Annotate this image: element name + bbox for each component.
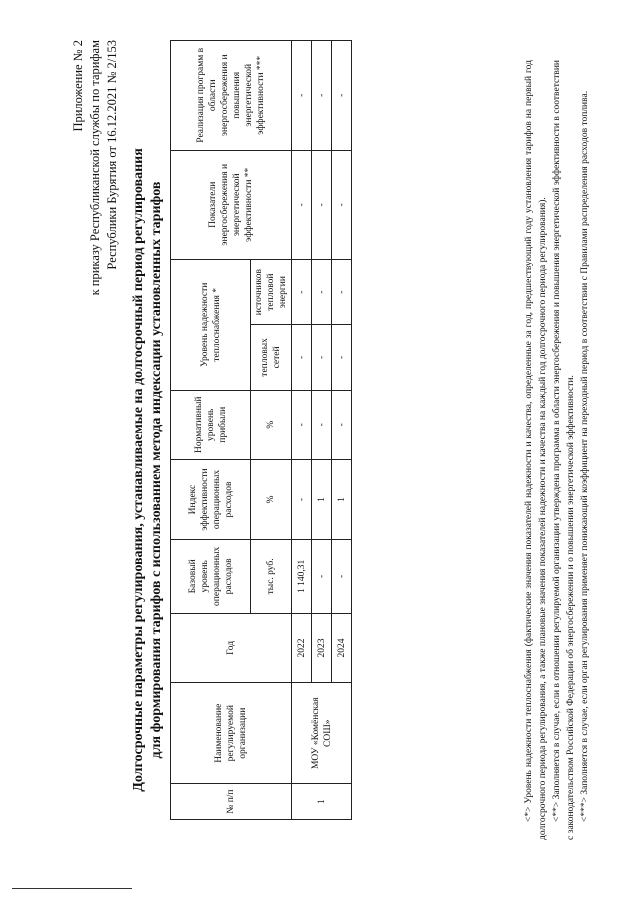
row-year: 2023 <box>312 613 332 682</box>
footnotes <box>522 60 592 840</box>
header-rel-src: источников тепловой энергии <box>251 260 292 325</box>
unit-index: % <box>251 460 292 540</box>
row-base: - <box>332 540 352 614</box>
unit-profit: % <box>251 390 292 459</box>
row-src: - <box>292 260 312 325</box>
row-index: - <box>292 460 312 540</box>
table-row <box>292 41 312 820</box>
row-base: 1 140,31 <box>292 540 312 614</box>
title-line-1: Долгосрочные параметры регулирования, устанавливаемые на долгосрочный период регулирования <box>131 148 146 792</box>
row-src: - <box>312 260 332 325</box>
header-year: Год <box>171 613 292 682</box>
parameters-table <box>170 40 352 820</box>
row-energy: - <box>312 150 332 259</box>
row-base: - <box>312 540 332 614</box>
row-index: 1 <box>312 460 332 540</box>
annex-line-2: к приказу Республиканской службы по тарифам <box>88 40 102 296</box>
row-profit: - <box>312 390 332 459</box>
document-title <box>130 80 166 860</box>
unit-base: тыс. руб. <box>251 540 292 614</box>
org-num: 1 <box>292 784 352 820</box>
annex-line-1: Приложение № 2 <box>71 40 85 132</box>
header-name: Наименование регулируемой организации <box>171 683 292 784</box>
header-row <box>171 41 251 820</box>
row-program: - <box>312 41 332 151</box>
header-rel-net: тепловых сетей <box>251 325 292 390</box>
footnote-3: <***> Заполняется в случае, если орган регулирования применяет понижающий коэффициент на переходный период в соответствии с Правилами распределения расходов топлива. <box>580 90 590 822</box>
row-year: 2024 <box>332 613 352 682</box>
margin-rule <box>12 888 132 889</box>
header-profit: Нормативный уровень прибыли <box>171 390 251 459</box>
header-reliability: Уровень надежности теплоснабжения * <box>171 260 251 391</box>
header-program: Реализация программ в области энергосбережения и повышения энергетической эффективности *** <box>171 41 292 151</box>
footnote-1: <*> Уровень надежности теплоснабжения (фактические значения показателей надежности и качества, определенные за год, предшествующий году установления тарифов на первый год долгосрочного периода регулирования, а также плановые значения показателей надежности и качества на каждый год долгосрочного периода регулирования). <box>524 60 548 840</box>
annex-line-3: Республики Бурятия от 16.12.2021 № 2/153 <box>105 40 119 270</box>
row-profit: - <box>292 390 312 459</box>
footnote-2: <**> Заполняется в случае, если в отношении регулируемой организации утверждена программа в области энергосбережения и повышения энергетической эффективности в соответствии с законодательством Российской Федерации об энергосбережении и о повышении энергетической эффективности. <box>552 60 576 840</box>
org-name: МОУ «Комёнская СОШ» <box>292 683 352 784</box>
header-num: № п/п <box>171 784 292 820</box>
row-year: 2022 <box>292 613 312 682</box>
header-energy: Показатели энергосбережения и энергетической эффективности ** <box>171 150 292 259</box>
row-src: - <box>332 260 352 325</box>
row-net: - <box>292 325 312 390</box>
header-index: Индекс эффективности операционных расходов <box>171 460 251 540</box>
header-base: Базовый уровень операционных расходов <box>171 540 251 614</box>
row-profit: - <box>332 390 352 459</box>
row-program: - <box>332 41 352 151</box>
rotated-document <box>52 20 592 890</box>
row-energy: - <box>292 150 312 259</box>
row-program: - <box>292 41 312 151</box>
row-net: - <box>312 325 332 390</box>
annex-header <box>70 40 121 295</box>
row-net: - <box>332 325 352 390</box>
row-index: 1 <box>332 460 352 540</box>
title-line-2: для формирования тарифов с использованием метода индексации установленных тарифов <box>149 181 164 759</box>
row-energy: - <box>332 150 352 259</box>
